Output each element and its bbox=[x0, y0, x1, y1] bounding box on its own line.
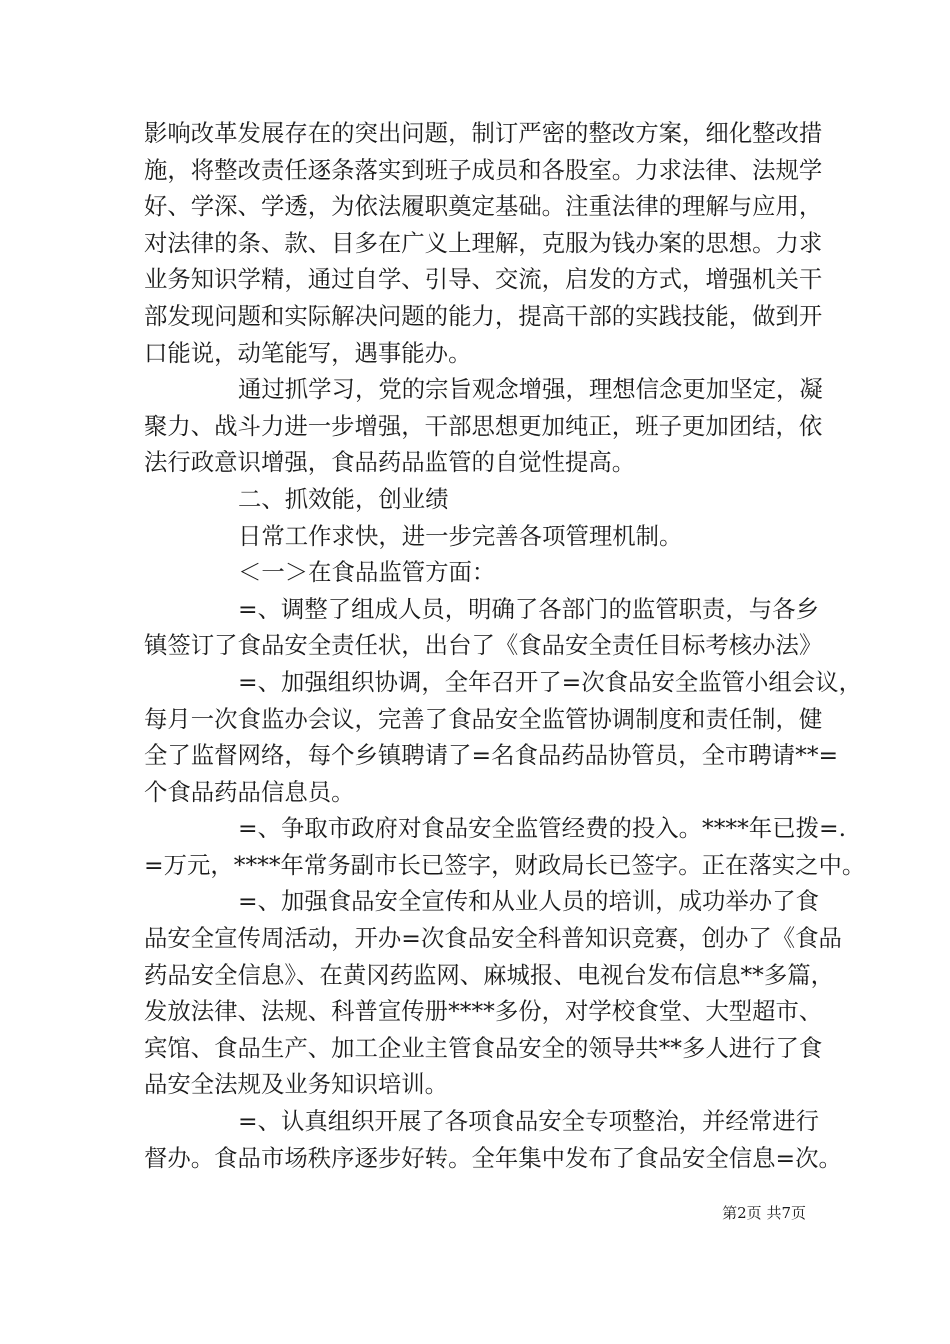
text-line: =、调整了组成人员，明确了各部门的监管职责，与各乡 bbox=[238, 594, 819, 623]
section-heading: 二、抓效能，创业绩 bbox=[238, 484, 449, 513]
text-line: 品安全法规及业务知识培训。 bbox=[144, 1070, 449, 1099]
text-line: 每月一次食监办会议，完善了食品安全监管协调制度和责任制，健 bbox=[144, 704, 823, 733]
text-line: =、争取市政府对食品安全监管经费的投入。****年已拨=. bbox=[238, 814, 847, 843]
text-line: 好、学深、学透，为依法履职奠定基础。注重法律的理解与应用， bbox=[144, 192, 823, 221]
text-line: 口能说，动笔能写，遇事能办。 bbox=[144, 338, 472, 367]
text-line: 个食品药品信息员。 bbox=[144, 777, 355, 806]
text-line: 督办。食品市场秩序逐步好转。全年集中发布了食品安全信息=次。 bbox=[144, 1143, 842, 1172]
text-line: =、认真组织开展了各项食品安全专项整治，并经常进行 bbox=[238, 1107, 819, 1136]
document-body bbox=[144, 115, 866, 1176]
text-line: 镇签订了食品安全责任状，出台了《食品安全责任目标考核办法》 bbox=[144, 631, 823, 660]
text-line: 品安全宣传周活动，开办=次食品安全科普知识竞赛，创办了《食品 bbox=[144, 924, 842, 953]
text-line: 影响改革发展存在的突出问题，制订严密的整改方案，细化整改措 bbox=[144, 119, 823, 147]
text-line: =万元，****年常务副市长已签字，财政局长已签字。正在落实之中。 bbox=[144, 850, 866, 879]
page-number: 第2页 共7页 bbox=[722, 1204, 806, 1222]
text-line: =、加强食品安全宣传和从业人员的培训，成功举办了食 bbox=[238, 887, 819, 916]
text-line: 通过抓学习，党的宗旨观念增强，理想信念更加坚定，凝 bbox=[238, 375, 823, 404]
text-line: 法行政意识增强，食品药品监管的自觉性提高。 bbox=[144, 448, 636, 477]
text-line: =、加强组织协调，全年召开了=次食品安全监管小组会议， bbox=[238, 667, 862, 696]
subsection-heading: ＜一＞在食品监管方面： bbox=[238, 558, 496, 587]
text-line: 聚力、战斗力进一步增强，干部思想更加纯正，班子更加团结，依 bbox=[144, 411, 823, 440]
text-line: 发放法律、法规、科普宣传册****多份，对学校食堂、大型超市、 bbox=[144, 997, 823, 1026]
text-line: 日常工作求快，进一步完善各项管理机制。 bbox=[238, 521, 683, 550]
text-line: 对法律的条、款、目多在广义上理解，克服为钱办案的思想。力求 bbox=[144, 228, 823, 257]
text-line: 施，将整改责任逐条落实到班子成员和各股室。力求法律、法规学 bbox=[144, 155, 823, 184]
text-line: 药品安全信息》、在黄冈药监网、麻城报、电视台发布信息**多篇， bbox=[144, 960, 835, 989]
text-line: 宾馆、食品生产、加工企业主管食品安全的领导共**多人进行了食 bbox=[144, 1033, 823, 1062]
text-line: 部发现问题和实际解决问题的能力，提高干部的实践技能，做到开 bbox=[144, 301, 823, 330]
text-line: 全了监督网络，每个乡镇聘请了=名食品药品协管员，全市聘请**= bbox=[144, 741, 839, 770]
text-line: 业务知识学精，通过自学、引导、交流，启发的方式，增强机关干 bbox=[144, 265, 823, 294]
